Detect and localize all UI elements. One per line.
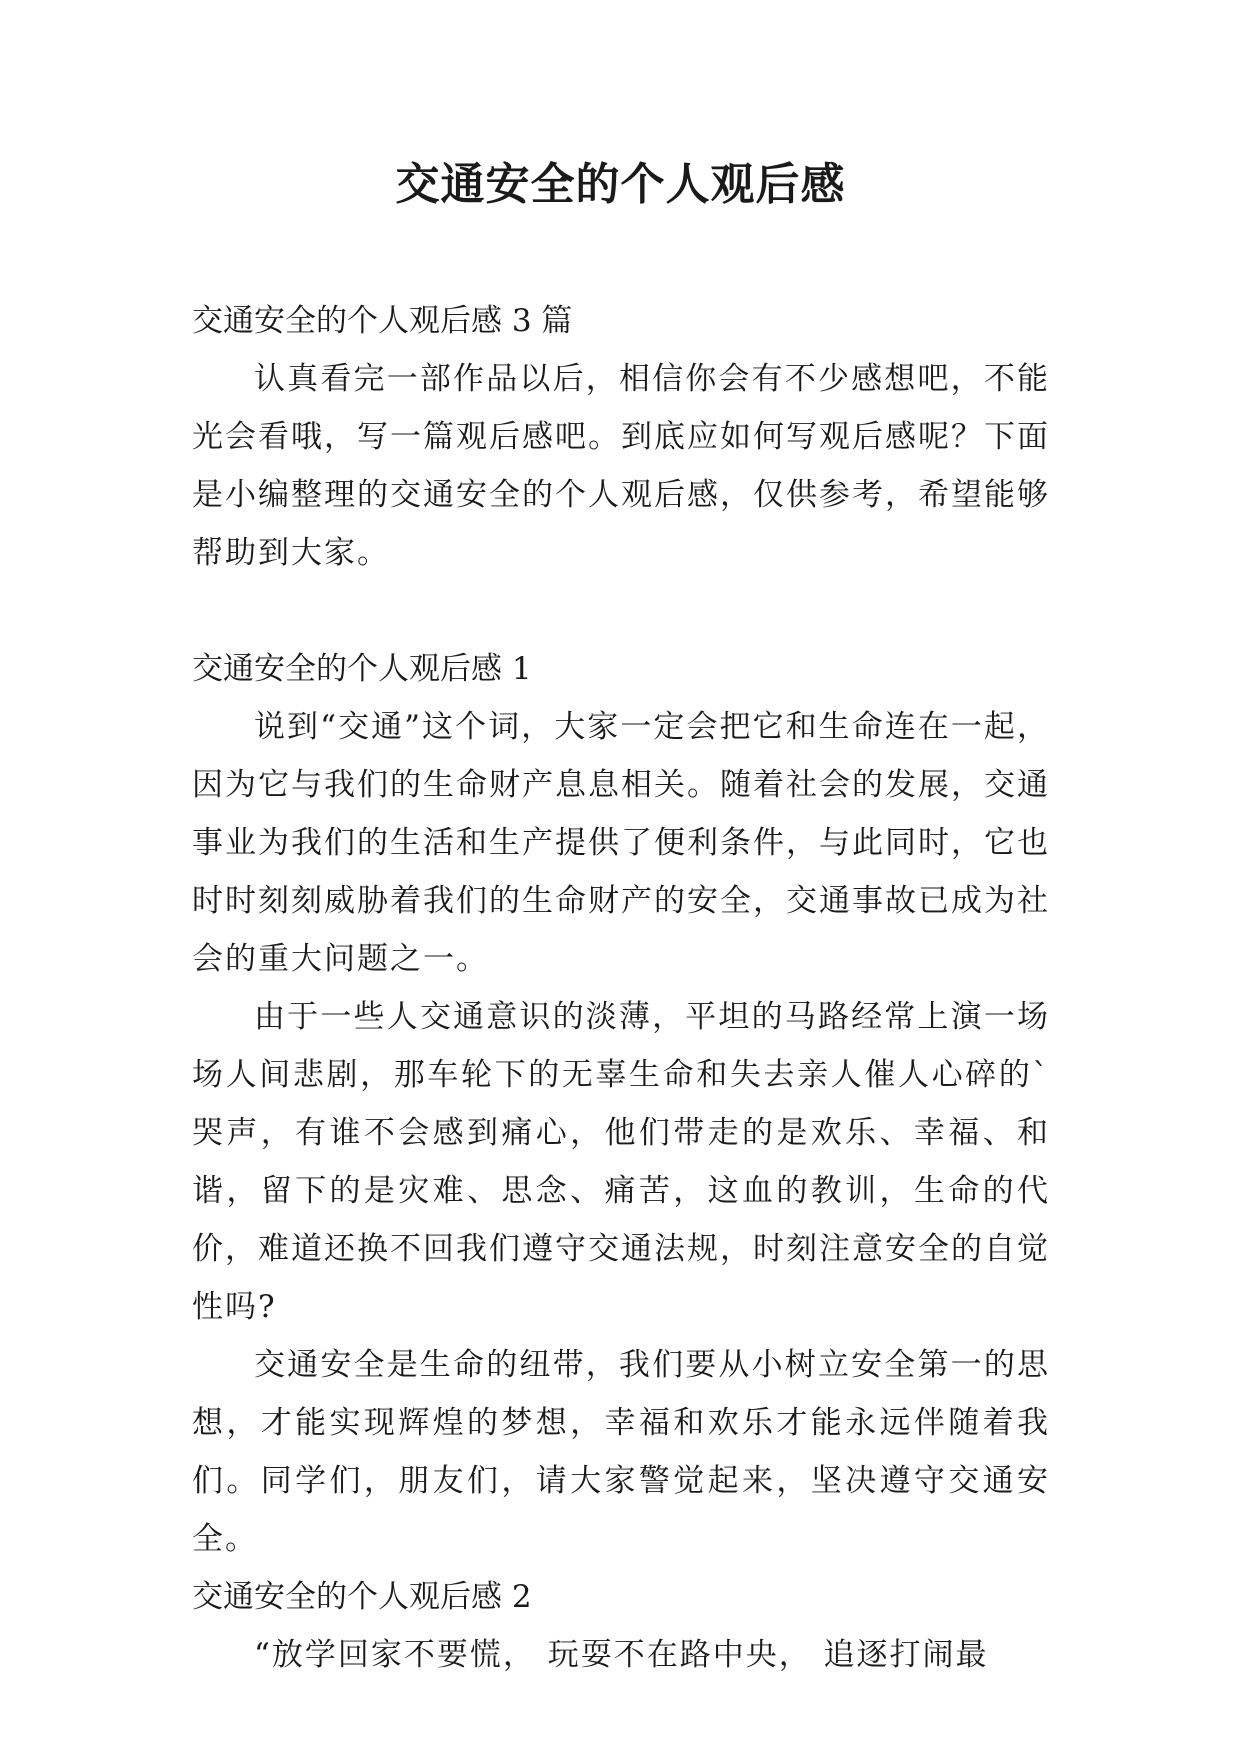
section-heading-1: 交通安全的个人观后感 1 (192, 651, 532, 687)
section1-paragraph: 由于一些人交通意识的淡薄，平坦的马路经常上演一场场人间悲剧，那车轮下的无辜生命和失去亲人催人心碎的`哭声，有谁不会感到痛心，他们带走的是欢乐、幸福、和谐，留下的是灾难、思念、痛苦，这血的教训，生命的代价，难道还换不回我们遵守交通法规，时刻注意安全的自觉性吗? (192, 999, 1050, 1325)
section2-paragraph: “放学回家不要慌， 玩耍不在路中央， 追逐打闹最 (254, 1637, 989, 1673)
section1-paragraph: 说到“交通”这个词，大家一定会把它和生命连在一起，因为它与我们的生命财产息息相关。随着社会的发展，交通事业为我们的生活和生产提供了便利条件，与此同时，它也时时刻刻威胁着我们的生命财产的安全，交通事故已成为社会的重大问题之一。 (192, 709, 1050, 977)
paragraph-spacer (192, 582, 1050, 640)
page-title: 交通安全的个人观后感 (395, 159, 846, 210)
section1-paragraph: 交通安全是生命的纽带，我们要从小树立安全第一的思想，才能实现辉煌的梦想，幸福和欢乐才能永远伴随着我们。同学们，朋友们，请大家警觉起来，坚决遵守交通安全。 (192, 1347, 1050, 1557)
intro-paragraph: 认真看完一部作品以后，相信你会有不少感想吧，不能光会看哦，写一篇观后感吧。到底应如何写观后感呢？下面是小编整理的交通安全的个人观后感，仅供参考，希望能够帮助到大家。 (192, 361, 1050, 571)
document-body (192, 292, 1050, 1684)
section-heading-2: 交通安全的个人观后感 2 (192, 1579, 532, 1615)
document-subtitle: 交通安全的个人观后感 3 篇 (192, 303, 573, 339)
